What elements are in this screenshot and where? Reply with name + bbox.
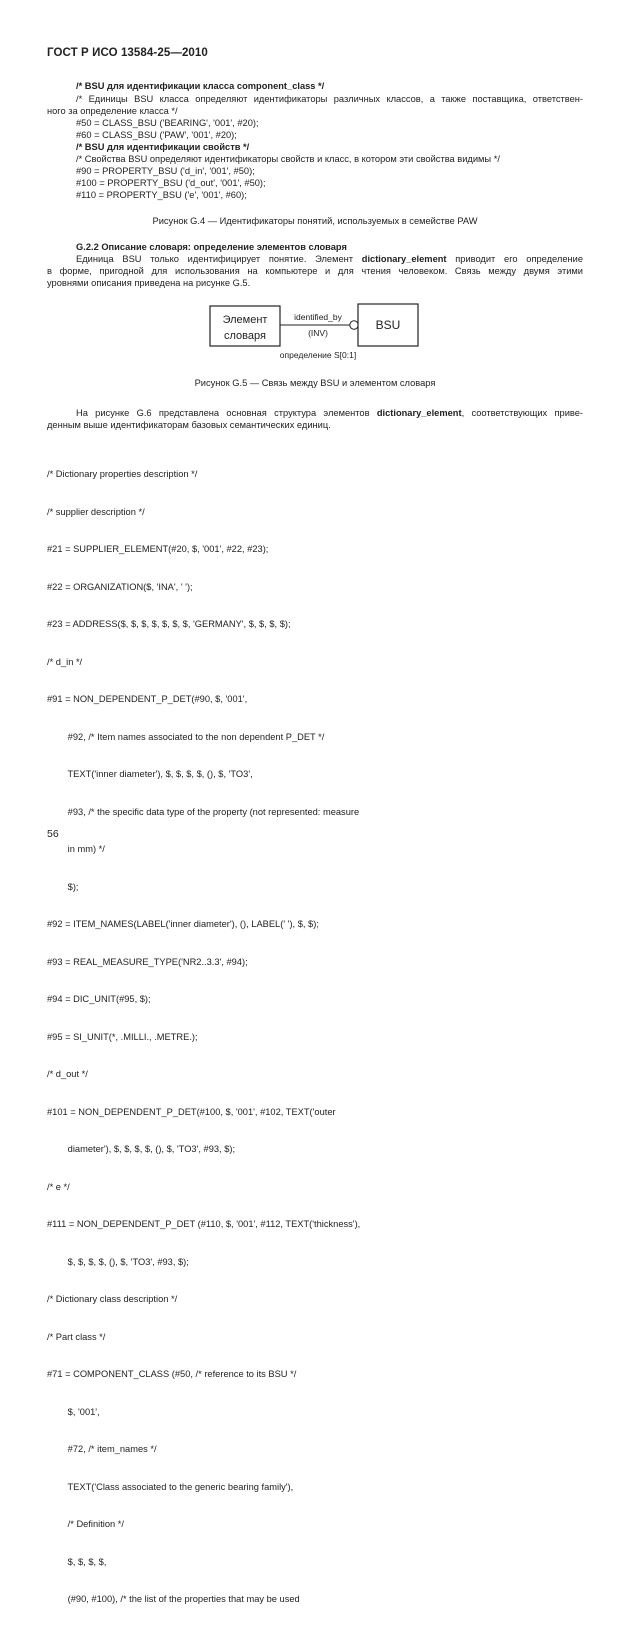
code-line: /* e */ (47, 1181, 70, 1192)
class-bsu-comment-line2: ного за определение класса */ (47, 106, 178, 116)
code-line: #92 = ITEM_NAMES(LABEL('inner diameter'), (), LABEL(' '), $, $); (47, 919, 319, 929)
figure-g5-diagram (200, 298, 430, 364)
relation-label: identified_by (294, 312, 342, 322)
property-bsu-90: #90 = PROPERTY_BSU ('d_in', '001', #50); (76, 166, 255, 176)
code-line: #92, /* Item names associated to the non dependent P_DET */ (47, 731, 325, 742)
code-line: $, $, $, $, (47, 1556, 107, 1567)
code-line: /* d_out */ (47, 1069, 88, 1079)
code-line: #71 = COMPONENT_CLASS (#50, /* reference to its BSU */ (47, 1369, 297, 1379)
code-line: /* d_in */ (47, 656, 83, 667)
class-bsu-comment-line1: /* Единицы BSU класса определяют идентификаторы различных классов, а также поставщика, ответствен- (76, 94, 583, 104)
property-bsu-comment: /* Свойства BSU определяют идентификаторы свойств и класс, в котором эти свойства видимы */ (76, 154, 500, 164)
figure-g5-caption: Рисунок G.5 — Связь между BSU и элементом словаря (194, 378, 436, 388)
code-line: diameter'), $, $, $, $, (), $, 'TO3', #93, $); (47, 1144, 236, 1154)
code-line: /* Dictionary class description */ (47, 1294, 178, 1304)
code-line: #72, /* item_names */ (47, 1444, 157, 1454)
section-paragraph-line1: Единица BSU только идентифицирует понятие. Элемент dictionary_element приводит его определение (76, 254, 583, 264)
code-line: /* Definition */ (47, 1519, 124, 1529)
section-heading: G.2.2 Описание словаря: определение элементов словаря (76, 242, 347, 252)
code-line: (#90, #100), /* the list of the properties that may be used (47, 1594, 300, 1604)
code-line: #93 = REAL_MEASURE_TYPE('NR2..3.3', #94); (47, 956, 248, 967)
property-bsu-100: #100 = PROPERTY_BSU ('d_out', '001', #50); (76, 178, 266, 188)
code-line: #23 = ADDRESS($, $, $, $, $, $, $, 'GERMANY', $, $, $, $); (47, 619, 291, 629)
code-line: #21 = SUPPLIER_ELEMENT(#20, $, '001', #22, #23); (47, 544, 269, 554)
code-line: #95 = SI_UNIT(*, .MILLI., .METRE.); (47, 1031, 198, 1042)
code-line: TEXT('Class associated to the generic bearing family'), (47, 1481, 294, 1492)
relation-end-circle (350, 321, 358, 329)
dictionary-element-label-line1: Элемент (222, 314, 268, 326)
class-bsu-50: #50 = CLASS_BSU ('BEARING', '001', #20); (76, 118, 259, 128)
code-line: #91 = NON_DEPENDENT_P_DET(#90, $, '001', (47, 694, 248, 704)
document-header: ГОСТ Р ИСО 13584-25—2010 (47, 47, 208, 59)
code-line: /* Part class */ (47, 1331, 106, 1342)
class-bsu-heading: /* BSU для идентификации класса component_class */ (76, 81, 325, 91)
g6-paragraph-line1: На рисунке G.6 представлена основная структура элементов dictionary_element, соответствующих приве- (76, 408, 583, 418)
code-line: #94 = DIC_UNIT(#95, $); (47, 994, 151, 1004)
code-line: $, '001', (47, 1406, 100, 1417)
code-line: #22 = ORGANIZATION($, 'INA', ' '); (47, 581, 193, 592)
bsu-box-label: BSU (375, 318, 401, 332)
cardinality-label: определение S[0:1] (279, 350, 357, 360)
code-line: #111 = NON_DEPENDENT_P_DET (#110, $, '001', #112, TEXT('thickness'), (47, 1219, 361, 1229)
section-paragraph-line2: в форме, пригодной для использования на компьютере и для чтения человеком. Связь между двумя этими (47, 266, 583, 276)
code-line: /* supplier description */ (47, 506, 145, 517)
property-bsu-heading: /* BSU для идентификации свойств */ (76, 142, 250, 152)
g6-paragraph-line2: денным выше идентификаторам базовых семантических единиц. (47, 420, 331, 430)
code-line: #93, /* the specific data type of the property (not represented: measure (47, 806, 360, 817)
inverse-label: (INV) (308, 328, 328, 338)
figure-g4-caption: Рисунок G.4 — Идентификаторы понятий, используемых в семействе PAW (152, 216, 478, 226)
section-paragraph-line3: уровнями описания приведена на рисунке G.5. (47, 278, 251, 288)
code-listing (47, 443, 360, 1631)
code-line: $); (47, 881, 79, 892)
property-bsu-110: #110 = PROPERTY_BSU ('e', '001', #60); (76, 190, 247, 200)
page-number: 56 (47, 828, 59, 840)
code-line: $, $, $, $, (), $, 'TO3', #93, $); (47, 1256, 189, 1267)
class-bsu-60: #60 = CLASS_BSU ('PAW', '001', #20); (76, 130, 237, 140)
code-line: in mm) */ (47, 844, 105, 854)
code-line: TEXT('inner diameter'), $, $, $, $, (), $, 'TO3', (47, 769, 253, 779)
dictionary-element-label-line2: словаря (224, 330, 266, 342)
code-line: #101 = NON_DEPENDENT_P_DET(#100, $, '001', #102, TEXT('outer (47, 1106, 336, 1117)
code-line: /* Dictionary properties description */ (47, 469, 198, 479)
